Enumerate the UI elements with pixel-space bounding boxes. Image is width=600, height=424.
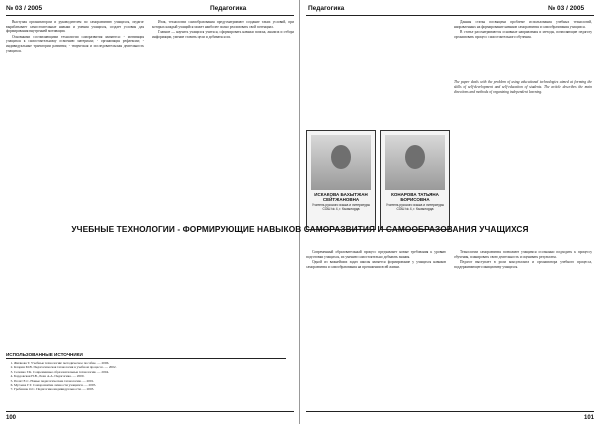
author-photo (311, 135, 371, 190)
left-header-section: Педагогика (210, 5, 247, 12)
source-item: 4. Бордовская Н.В., Реан А.А. Педагогика. — 2000. (14, 374, 286, 378)
body-column-2 (454, 250, 592, 405)
author-description: Учитель русского языка и литературы СОШ № 4, г. Кызылорда (311, 203, 371, 211)
paragraph: Главное — научить учащихся учиться, сформировать навыки поиска, анализа и отбора информации, умение ставить цели и добиваться их. (152, 29, 294, 39)
left-column-1 (6, 20, 144, 345)
right-header-section: Педагогика (308, 5, 345, 12)
right-header-rule (306, 15, 594, 16)
paragraph: Современный образовательный процесс предъявляет новые требования к уровню подготовки учащихся, их умению самостоятельно добывать знания. (306, 250, 446, 259)
paragraph: Итак, технологии самообразования предусматривают создание таких условий, при которых каждый учащийся может наиболее полно реализовать свой потенциал. (152, 20, 294, 29)
author-photo (385, 135, 445, 190)
paragraph: Педагог выступает в роли консультанта и организатора учебного процесса, поддерживающего инициативу учащихся. (454, 259, 592, 269)
left-footer-rule (6, 411, 294, 412)
right-page (300, 0, 600, 424)
source-item: 2. Кларин М.В. Педагогическая технология в учебном процессе. — 2002. (14, 365, 286, 369)
author-name: КОНАРОВА ТАТЬЯНА БОРИСОВНА (391, 192, 439, 202)
author-name: ИСКАКОВА БАХЫТЖАН СЕЙТЖАНОВНА (314, 192, 368, 202)
paragraph: Одной из важнейших задач школы является формирование у учащихся навыков саморазвития и самообразования на протяжении всей жизни. (306, 259, 446, 269)
right-footer-rule (306, 411, 594, 412)
sources-block (6, 352, 286, 392)
source-item: 5. Полат Е.С. Новые педагогические технологии. — 2001. (14, 379, 286, 383)
source-item: 3. Селевко Г.К. Современные образовательные технологии. — 2004. (14, 370, 286, 374)
right-header-issue: № 03 / 2005 (548, 5, 585, 12)
author-card (306, 130, 376, 230)
author-description: Учитель русского языка и литературы СОШ № 4, г. Кызылорда (385, 203, 445, 211)
paragraph: Данная статья посвящена проблеме использования учебных технологий, направленных на формирование навыков саморазвития и самообразования учащихся. (454, 20, 592, 29)
article-headline: УЧЕБНЫЕ ТЕХНОЛОГИИ - ФОРМИРУЮЩИЕ НАВЫКОВ САМОРАЗВИТИЯ И САМООБРАЗОВАНИЯ УЧАЩИХСЯ (71, 224, 529, 234)
sources-list (6, 361, 286, 392)
left-header-rule (6, 15, 294, 16)
source-item: 7. Гребенюк О.С. Педагогика индивидуальности. — 2003. (14, 387, 286, 391)
left-header-issue: № 03 / 2005 (6, 5, 43, 12)
left-page-number: 100 (6, 415, 17, 421)
paragraph: Основными составляющими технологии саморазвития являются: - мотивация учащихся к самостоятельному освоению материала; - организация рефлексии; - индивидуальные траектории развития; - творческая и исследовательская деятельность учащихся. (6, 34, 144, 53)
body-column-1 (306, 250, 446, 405)
intro-column (454, 20, 592, 76)
author-card (380, 130, 450, 230)
paragraph: В статье рассматриваются основные направления и методы, позволяющие педагогу организовать процесс самостоятельного обучения. (454, 29, 592, 39)
sources-title: ИСПОЛЬЗОВАННЫЕ ИСТОЧНИКИ (6, 352, 286, 359)
paragraph: Технологии саморазвития позволяют учащимся осознанно подходить к процессу обучения, планировать свою деятельность и оценивать результаты. (454, 250, 592, 259)
paragraph: Выступая организатором и руководителем по саморазвитию учащихся, педагог вырабатывает самостоятельные навыки и умения учащихся, создает условия для формирования внутренней мотивации. (6, 20, 144, 34)
source-item: 6. Мусаева Г.Т. Саморазвитие личности учащихся. — 2005. (14, 383, 286, 387)
right-page-number: 101 (583, 415, 594, 421)
english-abstract: The paper deals with the problem of using educational technologies aimed at forming the skills of self-development and self-education of students. The article describes the main directions and methods of organizing independent learning. (454, 80, 592, 94)
left-column-2 (152, 20, 294, 345)
source-item: 1. Жилкова Т. Учебные технологии: методическое пособие. — 2006. (14, 361, 286, 365)
